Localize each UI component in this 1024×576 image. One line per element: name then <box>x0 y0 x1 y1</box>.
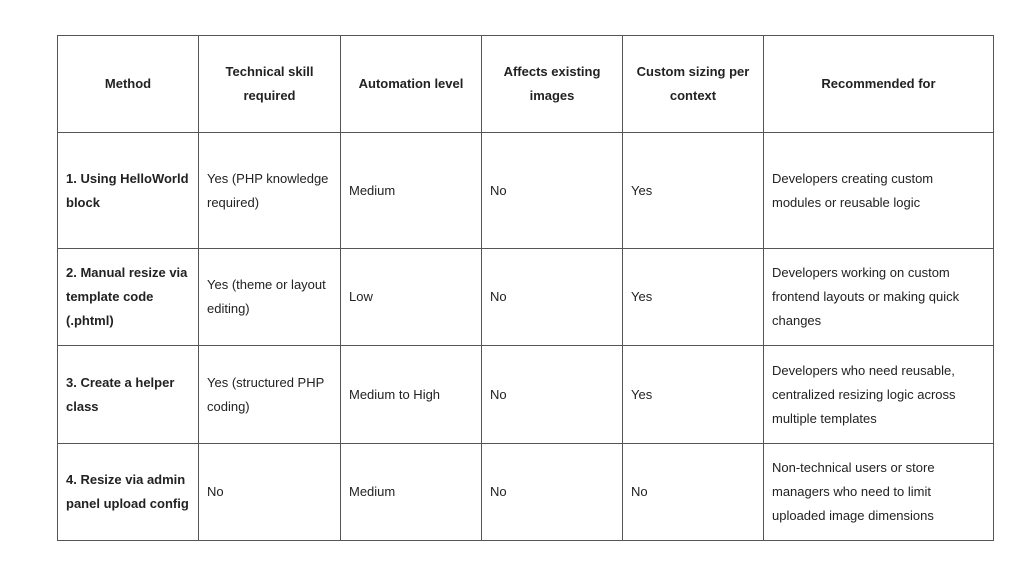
cell-method: 2. Manual resize via template code (.phtml) <box>58 249 199 346</box>
cell-automation: Low <box>341 249 482 346</box>
table-row <box>58 133 994 249</box>
cell-automation: Medium to High <box>341 346 482 444</box>
cell-recommended-for: Non-technical users or store managers who need to limit uploaded image dimensions <box>764 444 994 541</box>
table-row <box>58 346 994 444</box>
header-method: Method <box>58 36 199 133</box>
cell-custom-sizing: No <box>623 444 764 541</box>
header-technical-skill: Technical skill required <box>199 36 341 133</box>
cell-custom-sizing: Yes <box>623 346 764 444</box>
cell-technical-skill: Yes (PHP knowledge required) <box>199 133 341 249</box>
cell-recommended-for: Developers creating custom modules or reusable logic <box>764 133 994 249</box>
cell-affects-existing: No <box>482 444 623 541</box>
cell-technical-skill: Yes (theme or layout editing) <box>199 249 341 346</box>
cell-affects-existing: No <box>482 346 623 444</box>
cell-affects-existing: No <box>482 133 623 249</box>
cell-affects-existing: No <box>482 249 623 346</box>
cell-automation: Medium <box>341 133 482 249</box>
cell-custom-sizing: Yes <box>623 133 764 249</box>
cell-automation: Medium <box>341 444 482 541</box>
cell-custom-sizing: Yes <box>623 249 764 346</box>
table-row <box>58 249 994 346</box>
cell-method: 4. Resize via admin panel upload config <box>58 444 199 541</box>
cell-technical-skill: Yes (structured PHP coding) <box>199 346 341 444</box>
table-row <box>58 444 994 541</box>
comparison-table <box>57 35 994 541</box>
cell-technical-skill: No <box>199 444 341 541</box>
cell-recommended-for: Developers working on custom frontend layouts or making quick changes <box>764 249 994 346</box>
header-affects-existing: Affects existing images <box>482 36 623 133</box>
header-row <box>58 36 994 133</box>
cell-recommended-for: Developers who need reusable, centralized resizing logic across multiple templates <box>764 346 994 444</box>
header-automation-level: Automation level <box>341 36 482 133</box>
cell-method: 3. Create a helper class <box>58 346 199 444</box>
header-recommended-for: Recommended for <box>764 36 994 133</box>
cell-method: 1. Using HelloWorld block <box>58 133 199 249</box>
header-custom-sizing: Custom sizing per context <box>623 36 764 133</box>
